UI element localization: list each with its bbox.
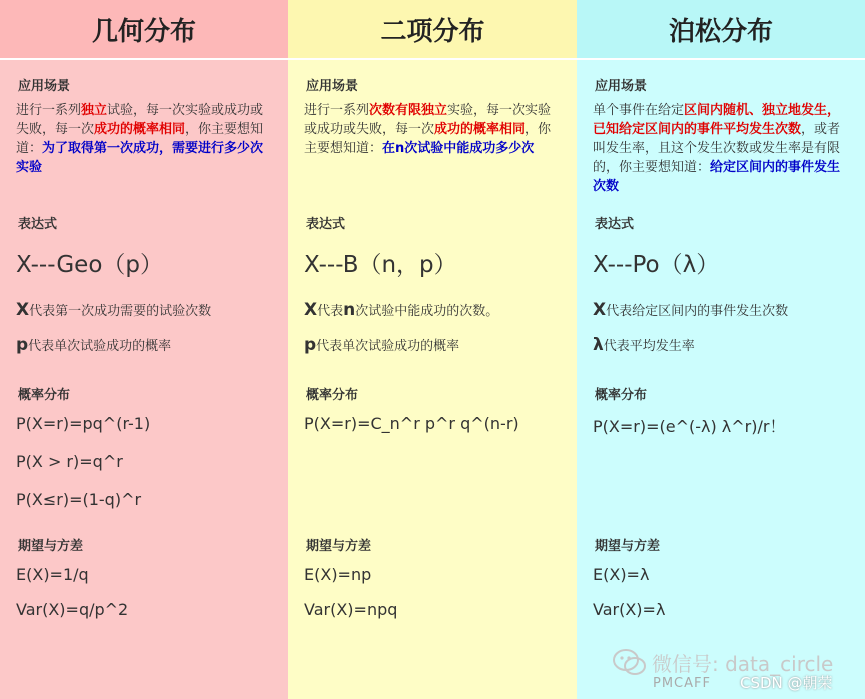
desc-run: 进行一系列 xyxy=(304,103,370,118)
geometric-expr-heading: 表达式 xyxy=(18,217,58,232)
geometric-formula-tail: P(X > r)=q^r xyxy=(16,452,123,471)
desc-run: 进行一系列 xyxy=(16,103,82,118)
binomial-expectation: E(X)=np xyxy=(304,565,372,584)
binomial-var-x xyxy=(304,300,498,320)
var-text: 代表给定区间内的事件发生次数 xyxy=(606,304,789,319)
desc-run: ，你主要想知道： xyxy=(16,122,264,156)
poisson-var-x xyxy=(593,300,788,320)
geometric-scene-text xyxy=(16,101,274,177)
var-symbol: X xyxy=(304,300,318,320)
var-symbol: X xyxy=(593,300,607,320)
poisson-variance: Var(X)=λ xyxy=(593,600,666,619)
geometric-column xyxy=(0,0,288,699)
poisson-column xyxy=(577,0,865,699)
binomial-scene-heading: 应用场景 xyxy=(306,79,359,94)
desc-run: 试验，每一次实验或成功或失败，每一次 xyxy=(16,103,264,137)
binomial-title: 二项分布 xyxy=(288,0,577,60)
var-symbol-n: n xyxy=(343,300,356,320)
desc-run: 在n次试验中能成功多少次 xyxy=(382,141,535,156)
binomial-var-p xyxy=(304,335,459,355)
geometric-dist-heading: 概率分布 xyxy=(18,388,71,403)
binomial-expression: X---B（n，p） xyxy=(304,252,457,278)
binomial-column xyxy=(288,0,577,699)
poisson-formula-pmf: P(X=r)=(e^(-λ) λ^r)/r！ xyxy=(593,417,786,436)
var-symbol: λ xyxy=(593,335,604,355)
desc-run: 次数有限独立 xyxy=(369,103,448,118)
binomial-dist-heading: 概率分布 xyxy=(306,388,359,403)
desc-run: 成功的概率相同 xyxy=(434,122,526,137)
poisson-ev-heading: 期望与方差 xyxy=(595,539,661,554)
poisson-var-lambda xyxy=(593,335,695,355)
geometric-variance: Var(X)=q/p^2 xyxy=(16,600,129,619)
desc-run: ，或者叫发生率，且这个发生次数或发生率是有限的，你主要想知道： xyxy=(593,122,841,175)
var-text-2: 次试验中能成功的次数。 xyxy=(355,304,499,319)
binomial-ev-heading: 期望与方差 xyxy=(306,539,372,554)
wechat-icon xyxy=(612,648,648,678)
poisson-scene-heading: 应用场景 xyxy=(595,79,648,94)
wechat-watermark: 微信号: data_circle xyxy=(652,652,834,676)
geometric-expression: X---Geo（p） xyxy=(16,252,163,278)
binomial-scene-text xyxy=(304,101,562,158)
binomial-expr-heading: 表达式 xyxy=(306,217,346,232)
desc-run: ，你主要想知道： xyxy=(304,122,552,156)
desc-run: 实验，每一次实验或成功或失败，每一次 xyxy=(304,103,552,137)
poisson-expectation: E(X)=λ xyxy=(593,565,650,584)
var-text: 代表 xyxy=(317,304,344,319)
var-symbol: p xyxy=(16,335,29,355)
geometric-expectation: E(X)=1/q xyxy=(16,565,89,584)
desc-run: 成功的概率相同 xyxy=(94,122,186,137)
desc-run: 独立 xyxy=(81,103,108,118)
poisson-expr-heading: 表达式 xyxy=(595,217,635,232)
geometric-var-x xyxy=(16,300,211,320)
poisson-expression: X---Po（λ） xyxy=(593,252,720,278)
geometric-scene-heading: 应用场景 xyxy=(18,79,71,94)
desc-run: 为了取得第一次成功，需要进行多少次实验 xyxy=(16,141,264,175)
geometric-var-p xyxy=(16,335,171,355)
var-symbol: p xyxy=(304,335,317,355)
var-text: 代表单次试验成功的概率 xyxy=(28,339,172,354)
desc-run: 给定区间内的事件发生次数 xyxy=(593,160,841,194)
geometric-ev-heading: 期望与方差 xyxy=(18,539,84,554)
binomial-formula-pmf: P(X=r)=C_n^r p^r q^(n-r) xyxy=(304,414,519,433)
var-text: 代表单次试验成功的概率 xyxy=(316,339,460,354)
csdn-watermark: CSDN @朝荣 xyxy=(740,674,833,692)
desc-run: 区间内随机、独立地发生，已知给定区间内的事件平均发生次数 xyxy=(593,103,841,137)
poisson-title: 泊松分布 xyxy=(577,0,865,60)
var-text: 代表第一次成功需要的试验次数 xyxy=(29,304,212,319)
var-text: 代表平均发生率 xyxy=(603,339,695,354)
geometric-title: 几何分布 xyxy=(0,0,288,60)
geometric-formula-pmf: P(X=r)=pq^(r-1) xyxy=(16,414,151,433)
poisson-scene-text xyxy=(593,101,851,196)
var-symbol: X xyxy=(16,300,30,320)
poisson-dist-heading: 概率分布 xyxy=(595,388,648,403)
pmcaff-watermark: PMCAFF xyxy=(653,676,711,691)
desc-run: 单个事件在给定 xyxy=(593,103,685,118)
binomial-variance: Var(X)=npq xyxy=(304,600,398,619)
geometric-formula-cdf: P(X≤r)=(1-q)^r xyxy=(16,490,142,509)
